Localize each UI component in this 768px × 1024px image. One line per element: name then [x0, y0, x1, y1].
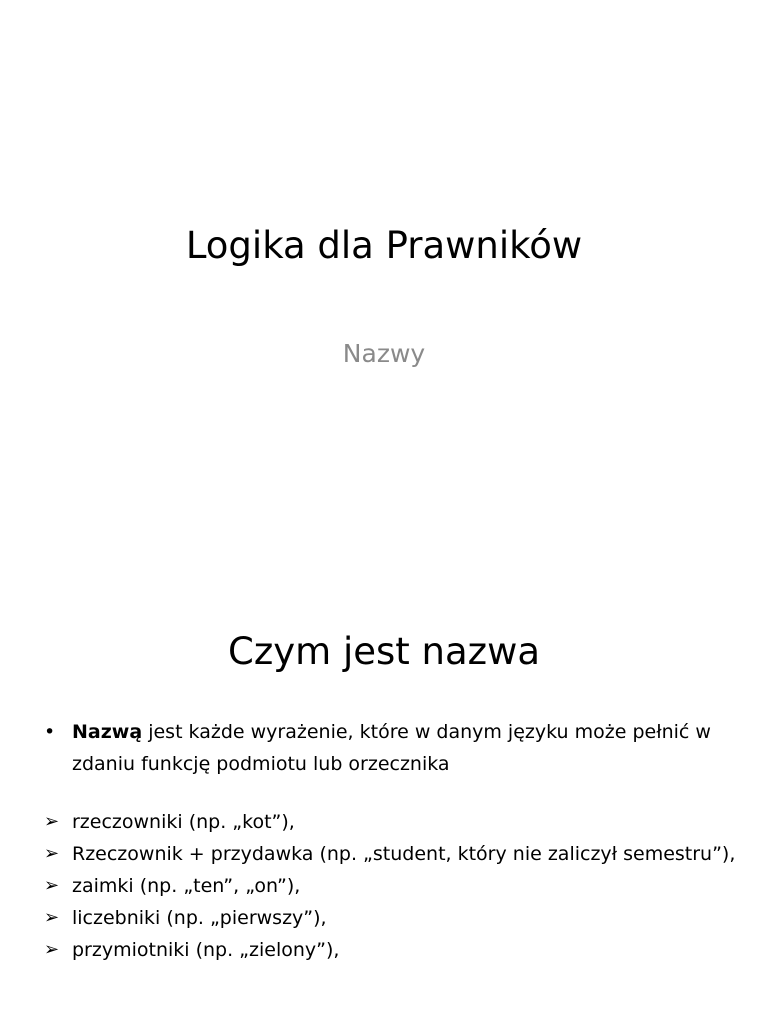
list-item: [40, 902, 740, 934]
list-item-text: liczebniki (np. „pierwszy”),: [72, 907, 327, 929]
definition-text: jest każde wyrażenie, które w danym języku może pełnić w zdaniu funkcję podmiotu lub orzecznika: [72, 721, 711, 775]
slide-title: Czym jest nazwa: [227, 630, 541, 673]
presentation-subtitle: Nazwy: [342, 339, 426, 368]
arrow-bullet-icon: ➢: [44, 907, 60, 928]
list-item-text: przymiotniki (np. „zielony”),: [72, 939, 340, 961]
arrow-bullet-icon: ➢: [44, 843, 60, 864]
bullet-dot-icon: •: [44, 721, 56, 743]
arrow-bullet-icon: ➢: [44, 811, 60, 832]
definition-item: [40, 716, 740, 780]
list-item-text: zaimki (np. „ten”, „on”),: [72, 875, 301, 897]
presentation-title: Logika dla Prawników: [185, 224, 583, 267]
content-list: [40, 716, 740, 966]
definition-term: Nazwą: [72, 721, 143, 743]
list-item-text: rzeczowniki (np. „kot”),: [72, 811, 295, 833]
list-item: [40, 838, 740, 870]
list-item: [40, 870, 740, 902]
list-item: [40, 806, 740, 838]
arrow-bullet-icon: ➢: [44, 939, 60, 960]
content-slide: [0, 576, 768, 1024]
list-item: [40, 934, 740, 966]
list-item-text: Rzeczownik + przydawka (np. „student, który nie zaliczył semestru”),: [72, 843, 736, 865]
arrow-bullet-icon: ➢: [44, 875, 60, 896]
